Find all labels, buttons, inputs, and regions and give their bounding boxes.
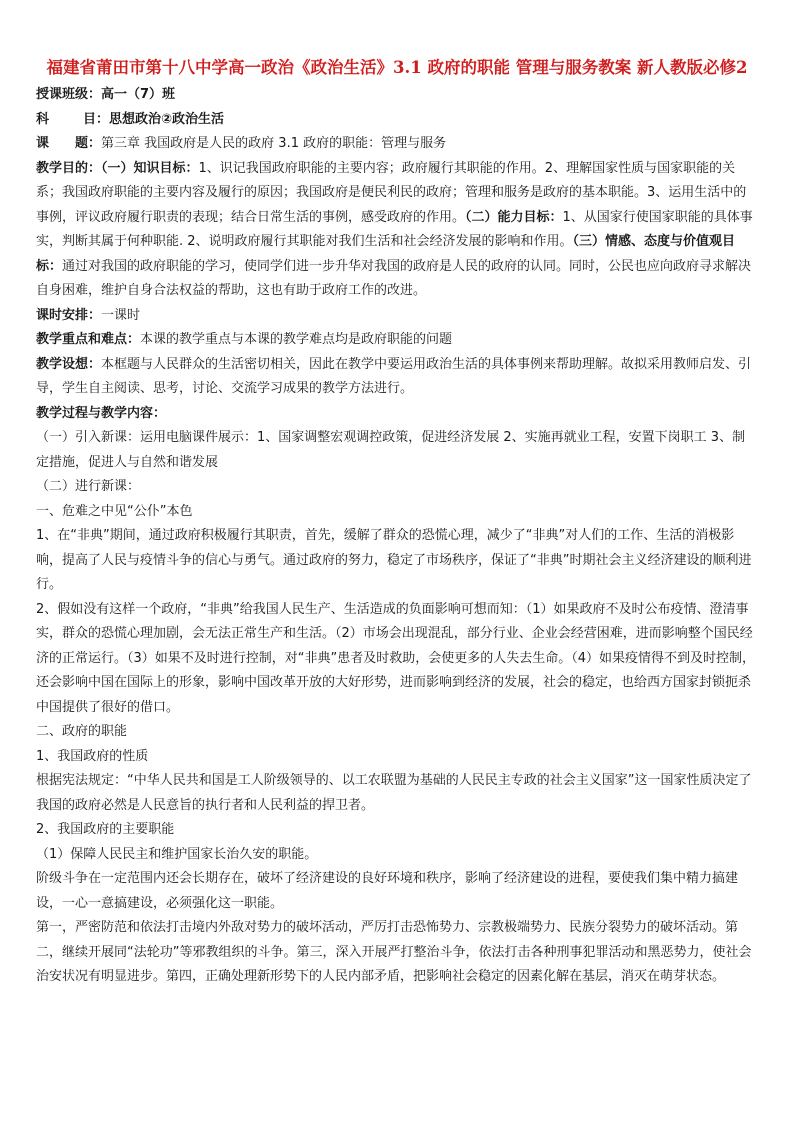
section-2-2-1-paragraph-a: 阶级斗争在一定范围内还会长期存在，破坏了经济建设的良好环境和秩序，影响了经济建设的进程，要使我们集中精力搞建设，一心一意搞建设，必须强化这一职能。: [36, 871, 739, 911]
objectives-paragraph: [36, 157, 758, 304]
class-label: 授课班级：: [36, 87, 102, 102]
ability-goal-label: （二）能力目标：: [465, 209, 563, 225]
section-2-2-heading: 2、我国政府的主要职能: [36, 822, 175, 837]
subject-line: [36, 108, 758, 133]
design-value: 本框题与人民群众的生活密切相关，因此在教学中要运用政治生活的具体事例来帮助理解。故拟采用教师启发、引导，学生自主阅读、思考，讨论、交流学习成果的教学方法进行。: [36, 356, 752, 396]
key-points-line: [36, 328, 758, 353]
schedule-value: 一课时: [101, 307, 141, 323]
topic-line: [36, 132, 758, 157]
section-1-paragraph-1: 1、在“非典”期间，通过政府积极履行其职责，首先，缓解了群众的恐慌心理，减少了“非典”对人们的工作、生活的消极影响，提高了人民与疫情斗争的信心与勇气。通过政府的努力，稳定了市场秩序，保证了“非典”时期社会主义经济建设的顺利进行。: [36, 528, 752, 592]
section-2-2-1-paragraph-b: 第一，严密防范和依法打击境内外敌对势力的破坏活动，严厉打击恐怖势力、宗教极端势力、民族分裂势力的破坏活动。第二，继续开展同“法轮功”等邪教组织的斗争。第三，深入开展严打整治斗争，依法打击各种刑事犯罪活动和黑恶势力，使社会治安状况有明显进步。第四，正确处理新形势下的人民内部矛盾，把影响社会稳定的因素化解在基层，消灭在萌芽状态。: [36, 920, 752, 984]
section-2-2-1-heading: （1）保障人民民主和维护国家长治久安的职能。: [36, 846, 318, 862]
values-goal-text: 通过对我国的政府职能的学习，使同学们进一步升华对我国的政府是人民的政府的认同。同时，公民也应向政府寻求解决自身困难，维护自身合法权益的帮助，这也有助于政府工作的改进。: [36, 258, 752, 298]
section-2-heading: 二、政府的职能: [36, 724, 128, 739]
section-1-heading: 一、危难之中见“公仆”本色: [36, 503, 193, 519]
topic-value: 第三章 我国政府是人民的政府 3.1 政府的职能：管理与服务: [101, 136, 447, 151]
class-line: [36, 83, 758, 108]
class-value: 高一（7）班: [101, 87, 176, 102]
document-title: 福建省莆田市第十八中学高一政治《政治生活》3.1 政府的职能 管理与服务教案 新人教版必修2: [46, 58, 748, 77]
section-2-1-text: 根据宪法规定：“中华人民共和国是工人阶级领导的、以工农联盟为基础的人民民主专政的社会主义国家”这一国家性质决定了我国的政府必然是人民意旨的执行者和人民利益的捍卫者。: [36, 773, 752, 813]
design-label: 教学设想：: [36, 356, 102, 372]
subject-label-a: 科: [36, 111, 50, 127]
section-2-1-heading: 1、我国政府的性质: [36, 748, 149, 764]
ability-goal-text: 1、从国家行使国家职能的具体事实，判断其属于何种职能. 2、说明政府履行其职能对我们生活和社会经济发展的影响和作用。: [36, 209, 753, 249]
schedule-label: 课时安排：: [36, 307, 102, 323]
knowledge-goal-label: （一）知识目标：: [101, 160, 199, 176]
key-points-value: 本课的教学重点与本课的教学难点均是政府职能的问题: [140, 332, 453, 347]
topic-label-b: 题：: [75, 136, 102, 151]
design-paragraph: [36, 353, 758, 402]
subject-value: 思想政治②政治生活: [109, 111, 225, 127]
subject-label-b: 目：: [83, 111, 110, 127]
document-page: [36, 56, 758, 990]
new-lesson-heading: （二）进行新课：: [36, 479, 141, 494]
process-heading: 教学过程与教学内容：: [36, 405, 167, 421]
knowledge-goal-text: 1、识记我国政府职能的主要内容；政府履行其职能的作用。2、理解国家性质与国家职能的关系；我国政府职能的主要内容及履行的原因；我国政府是便民利民的政府；管理和服务是政府的基本职能。3、运用生活中的事例，评议政府履行职责的表现；结合日常生活的事例，感受政府的作用。: [36, 160, 747, 225]
section-1-paragraph-2: 2、假如没有这样一个政府，“非典”给我国人民生产、生活造成的负面影响可想而知：（1）如果政府不及时公布疫情、澄清事实，群众的恐慌心理加剧，会无法正常生产和生活。（2）市场会出现混乱，部分行业、企业会经营困难，进而影响整个国民经济的正常运行。（3）如果不及时进行控制，对“非典”患者及时救助，会使更多的人失去生命。（4）如果疫情得不到及时控制，还会影响中国在国际上的形象，影响中国改革开放的大好形势，进而影响到经济的发展，社会的稳定，也给西方国家封锁扼杀中国提供了很好的借口。: [36, 601, 756, 715]
intro-paragraph: （一）引入新课：运用电脑课件展示：1、国家调整宏观调控政策，促进经济发展 2、实施再就业工程，安置下岗职工 3、制定措施，促进人与自然和谐发展: [36, 430, 746, 470]
values-goal-label: （三）情感、态度与价值观目标：: [36, 234, 736, 274]
objectives-label: 教学目的：: [36, 160, 102, 176]
schedule-line: [36, 304, 758, 329]
topic-label-a: 课: [36, 136, 50, 151]
key-points-label: 教学重点和难点：: [36, 332, 141, 347]
